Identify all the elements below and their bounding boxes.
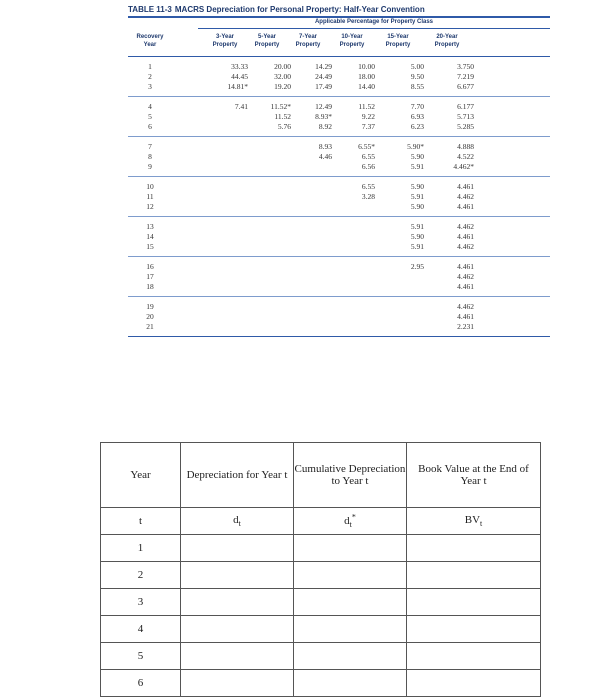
percentage-cell: 5.00 xyxy=(410,62,424,71)
depreciation-cell[interactable] xyxy=(181,535,294,562)
percentage-cell: 5.91 xyxy=(410,192,424,201)
percentage-cell: 5.713 xyxy=(457,112,474,121)
header-class-name: 5-Year xyxy=(257,34,276,40)
percentage-cell: 6.55* xyxy=(358,142,375,151)
depreciation-worksheet xyxy=(100,442,541,697)
worksheet-header-row xyxy=(101,443,541,508)
header-class-5 xyxy=(423,33,471,49)
symbol-bvt xyxy=(407,508,541,535)
recovery-year-cell: 13 xyxy=(146,222,154,231)
percentage-cell: 14.40 xyxy=(358,82,375,91)
percentage-cell: 5.76 xyxy=(277,122,291,131)
percentage-cell: 6.93 xyxy=(410,112,424,121)
cumulative-depreciation-cell[interactable] xyxy=(294,535,407,562)
header-class-name: 20-Year xyxy=(436,34,458,40)
percentage-cell: 5.90 xyxy=(410,202,424,211)
percentage-cell: 11.52 xyxy=(274,112,291,121)
percentage-cell: 4.461 xyxy=(457,182,474,191)
percentage-cell: 4.461 xyxy=(457,282,474,291)
percentage-cell: 4.462 xyxy=(457,222,474,231)
percentage-cell: 5.90 xyxy=(410,232,424,241)
percentage-cell: 4.888 xyxy=(457,142,474,151)
header-class-name: 15-Year xyxy=(387,34,409,40)
recovery-year-cell: 20 xyxy=(146,312,154,321)
worksheet-row xyxy=(101,616,541,643)
percentage-cell: 18.00 xyxy=(358,72,375,81)
percentage-cell: 24.49 xyxy=(315,72,332,81)
percentage-cell: 4.461 xyxy=(457,202,474,211)
book-value-cell[interactable] xyxy=(407,562,541,589)
percentage-cell: 6.55 xyxy=(361,182,375,191)
header-depreciation: Depreciation for Year t xyxy=(181,443,294,508)
percentage-cell: 6.677 xyxy=(457,82,474,91)
percentage-cell: 19.20 xyxy=(274,82,291,91)
percentage-cell: 3.750 xyxy=(457,62,474,71)
header-recovery: Recovery xyxy=(136,34,164,40)
worksheet-row xyxy=(101,589,541,616)
percentage-cell: 7.219 xyxy=(457,72,474,81)
recovery-year-cell: 5 xyxy=(148,112,152,121)
recovery-year-cell: 15 xyxy=(146,242,154,251)
header-class-4 xyxy=(374,33,422,49)
year-cell: 1 xyxy=(101,535,181,562)
recovery-year-cell: 12 xyxy=(146,202,154,211)
percentage-cell: 6.23 xyxy=(410,122,424,131)
year-cell: 2 xyxy=(101,562,181,589)
percentage-cell: 4.462 xyxy=(457,192,474,201)
percentage-cell: 5.91 xyxy=(410,242,424,251)
worksheet-row xyxy=(101,562,541,589)
percentage-cell: 10.00 xyxy=(358,62,375,71)
header-class-property: Property xyxy=(212,42,238,48)
cumulative-depreciation-cell[interactable] xyxy=(294,616,407,643)
header-class-name: 7-Year xyxy=(298,34,317,40)
symbol-t xyxy=(101,508,181,535)
year-cell: 5 xyxy=(101,643,181,670)
header-class-property: Property xyxy=(339,42,365,48)
cumulative-depreciation-cell[interactable] xyxy=(294,670,407,697)
worksheet-row xyxy=(101,643,541,670)
percentage-cell: 5.90 xyxy=(410,152,424,161)
year-group-1 xyxy=(128,97,550,136)
table-title xyxy=(128,4,550,16)
recovery-year-cell: 1 xyxy=(148,62,152,71)
percentage-cell: 6.56 xyxy=(361,162,375,171)
percentage-cell: 7.37 xyxy=(361,122,375,131)
depreciation-cell[interactable] xyxy=(181,589,294,616)
percentage-cell: 44.45 xyxy=(231,72,248,81)
symbol-dt-text: $d_t$ xyxy=(233,513,241,529)
recovery-year-cell: 9 xyxy=(148,162,152,171)
year-group-4 xyxy=(128,217,550,256)
header-book-value: Book Value at the End of Year t xyxy=(407,443,541,508)
applicable-underline xyxy=(198,28,550,29)
year-group-5 xyxy=(128,257,550,296)
percentage-cell: 6.177 xyxy=(457,102,474,111)
header-cumulative-depreciation: Cumulative Depreciation to Year t xyxy=(294,443,407,508)
header-class-property: Property xyxy=(385,42,411,48)
recovery-year-cell: 3 xyxy=(148,82,152,91)
year-group-0 xyxy=(128,57,550,96)
table-label: TABLE 11-3 xyxy=(128,5,172,14)
percentage-cell: 4.522 xyxy=(457,152,474,161)
worksheet-row xyxy=(101,535,541,562)
depreciation-cell[interactable] xyxy=(181,670,294,697)
macrs-body xyxy=(128,57,550,337)
percentage-cell: 14.81* xyxy=(227,82,248,91)
percentage-cell: 32.00 xyxy=(274,72,291,81)
year-cell: 6 xyxy=(101,670,181,697)
book-value-cell[interactable] xyxy=(407,670,541,697)
book-value-cell[interactable] xyxy=(407,535,541,562)
header-year: Year xyxy=(101,443,181,508)
recovery-year-cell: 8 xyxy=(148,152,152,161)
symbol-bvt-text: $BV_t$ xyxy=(464,513,483,529)
applicable-heading xyxy=(128,18,550,30)
recovery-year-cell: 2 xyxy=(148,72,152,81)
applicable-heading-text: Applicable Percentage for Property Class xyxy=(314,19,434,25)
percentage-cell: 9.22 xyxy=(361,112,375,121)
header-class-property: Property xyxy=(295,42,321,48)
year-group-2 xyxy=(128,137,550,176)
percentage-cell: 5.90 xyxy=(410,182,424,191)
percentage-cell: 4.462* xyxy=(453,162,474,171)
year-group-6 xyxy=(128,297,550,336)
percentage-cell: 7.41 xyxy=(234,102,248,111)
recovery-year-cell: 16 xyxy=(146,262,154,271)
header-class-2 xyxy=(284,33,332,49)
percentage-cell: 17.49 xyxy=(315,82,332,91)
percentage-cell: 7.70 xyxy=(410,102,424,111)
group-divider xyxy=(128,336,550,337)
symbol-dt xyxy=(181,508,294,535)
recovery-year-cell: 21 xyxy=(146,322,154,331)
percentage-cell: 20.00 xyxy=(274,62,291,71)
recovery-year-cell: 17 xyxy=(146,272,154,281)
header-class-property: Property xyxy=(434,42,460,48)
recovery-year-cell: 14 xyxy=(146,232,154,241)
column-headers xyxy=(128,30,550,56)
recovery-year-cell: 4 xyxy=(148,102,152,111)
percentage-cell: 4.462 xyxy=(457,272,474,281)
percentage-cell: 4.462 xyxy=(457,302,474,311)
percentage-cell: 5.90* xyxy=(407,142,424,151)
year-cell: 4 xyxy=(101,616,181,643)
symbol-dt-star xyxy=(294,508,407,535)
book-value-cell[interactable] xyxy=(407,616,541,643)
percentage-cell: 11.52 xyxy=(358,102,375,111)
book-value-cell[interactable] xyxy=(407,643,541,670)
header-class-name: 3-Year xyxy=(215,34,234,40)
worksheet-symbol-row xyxy=(101,508,541,535)
percentage-cell: 5.91 xyxy=(410,222,424,231)
percentage-cell: 14.29 xyxy=(315,62,332,71)
percentage-cell: 8.92 xyxy=(318,122,332,131)
recovery-year-cell: 10 xyxy=(146,182,154,191)
year-group-3 xyxy=(128,177,550,216)
percentage-cell: 33.33 xyxy=(231,62,248,71)
recovery-year-cell: 19 xyxy=(146,302,154,311)
macrs-table xyxy=(128,4,550,337)
percentage-cell: 12.49 xyxy=(315,102,332,111)
cumulative-depreciation-cell[interactable] xyxy=(294,643,407,670)
table-title-text: MACRS Depreciation for Personal Property: Half-Year Convention xyxy=(174,5,425,14)
symbol-t-text: t xyxy=(138,515,143,527)
percentage-cell: 4.461 xyxy=(457,262,474,271)
header-class-name: 10-Year xyxy=(341,34,363,40)
header-recovery-year xyxy=(128,33,172,49)
percentage-cell: 4.46 xyxy=(318,152,332,161)
percentage-cell: 6.55 xyxy=(361,152,375,161)
percentage-cell: 8.93* xyxy=(315,112,332,121)
percentage-cell: 8.55 xyxy=(410,82,424,91)
percentage-cell: 5.91 xyxy=(410,162,424,171)
percentage-cell: 11.52* xyxy=(270,102,291,111)
year-cell: 3 xyxy=(101,589,181,616)
header-class-0 xyxy=(201,33,249,49)
depreciation-cell[interactable] xyxy=(181,616,294,643)
recovery-year-cell: 6 xyxy=(148,122,152,131)
percentage-cell: 4.462 xyxy=(457,242,474,251)
percentage-cell: 4.461 xyxy=(457,312,474,321)
percentage-cell: 8.93 xyxy=(318,142,332,151)
percentage-cell: 9.50 xyxy=(410,72,424,81)
recovery-year-cell: 18 xyxy=(146,282,154,291)
worksheet-row xyxy=(101,670,541,697)
header-year-word: Year xyxy=(143,42,157,48)
percentage-cell: 2.231 xyxy=(457,322,474,331)
cumulative-depreciation-cell[interactable] xyxy=(294,589,407,616)
depreciation-cell[interactable] xyxy=(181,562,294,589)
header-class-3 xyxy=(328,33,376,49)
percentage-cell: 4.461 xyxy=(457,232,474,241)
header-class-property: Property xyxy=(254,42,280,48)
book-value-cell[interactable] xyxy=(407,589,541,616)
worksheet-body xyxy=(101,535,541,697)
recovery-year-cell: 11 xyxy=(146,192,154,201)
percentage-cell: 5.285 xyxy=(457,122,474,131)
cumulative-depreciation-cell[interactable] xyxy=(294,562,407,589)
recovery-year-cell: 7 xyxy=(148,142,152,151)
depreciation-cell[interactable] xyxy=(181,643,294,670)
percentage-cell: 2.95 xyxy=(410,262,424,271)
symbol-dt-star-text: $d_t^*$ xyxy=(344,512,356,530)
percentage-cell: 3.28 xyxy=(361,192,375,201)
